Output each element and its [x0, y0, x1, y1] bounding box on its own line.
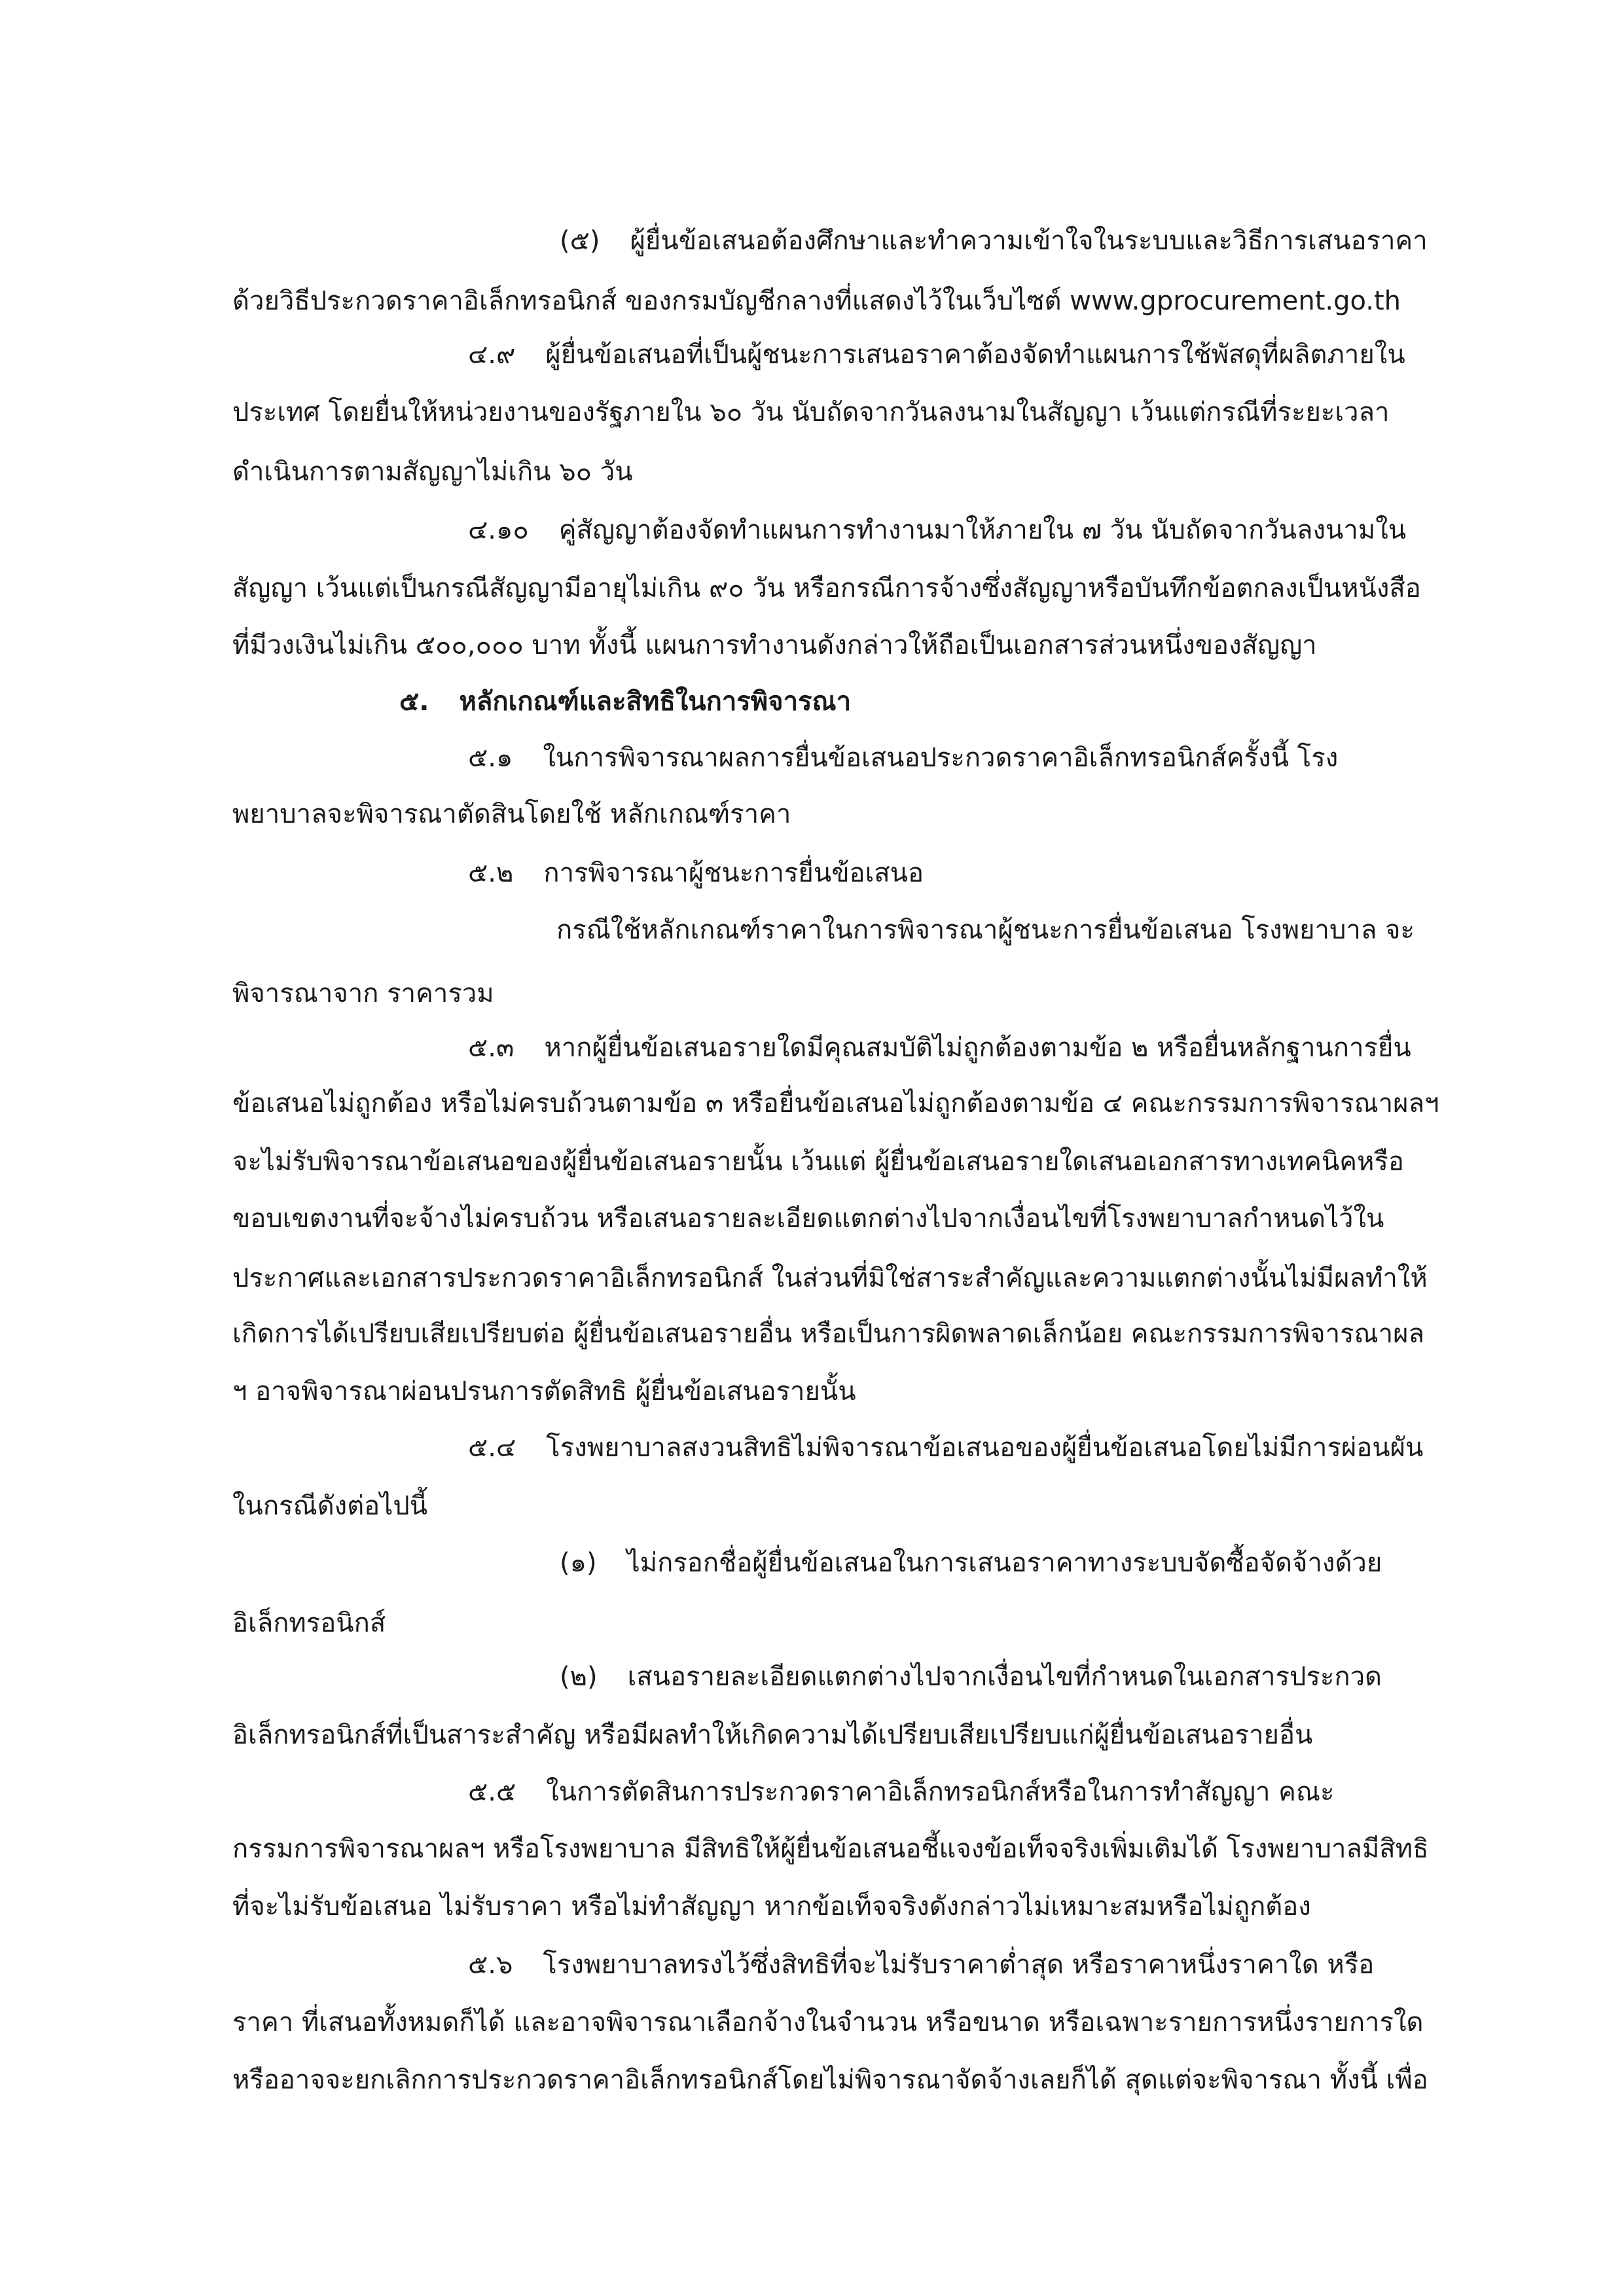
paragraph-line [232, 975, 494, 1012]
section-5-heading [399, 683, 851, 720]
line-text: ที่จะไม่รับข้อเสนอ ไม่รับราคา หรือไม่ทำสัญญา หากข้อเท็จจริงดังกล่าวไม่เหมาะสมหรือไม่ถูกต้อง [232, 1892, 1311, 1922]
line-text: เสนอรายละเอียดแตกต่างไปจากเงื่อนไขที่กำหนดในเอกสารประกวด [627, 1662, 1382, 1692]
paragraph-line [232, 1316, 1424, 1352]
clause-5-4-item-1 [560, 1545, 1382, 1581]
section-title: หลักเกณฑ์และสิทธิในการพิจารณา [459, 687, 852, 717]
clause-number: ๕.๓ [468, 1033, 514, 1063]
line-text: พยาบาลจะพิจารณาตัดสินโดยใช้ หลักเกณฑ์ราคา [232, 799, 791, 829]
clause-5-4 [468, 1429, 1423, 1466]
clause-5-6 [468, 1946, 1374, 1983]
item-number: (๕) [560, 226, 600, 256]
line-text: ในการตัดสินการประกวดราคาอิเล็กทรอนิกส์หรือในการทำสัญญา คณะ [546, 1777, 1335, 1807]
clause-5-1 [468, 740, 1338, 776]
line-text: ดำเนินการตามสัญญาไม่เกิน ๖๐ วัน [232, 457, 633, 487]
paragraph-line [232, 283, 1401, 319]
clause-5-item-5 [560, 223, 1428, 259]
section-number: ๕. [399, 687, 429, 717]
line-text: อิเล็กทรอนิกส์ [232, 1608, 386, 1638]
clause-number: ๔.๑๐ [468, 515, 529, 545]
line-text: ฯ อาจพิจารณาผ่อนปรนการตัดสิทธิ ผู้ยื่นข้อเสนอรายนั้น [232, 1376, 856, 1407]
line-text: ขอบเขตงานที่จะจ้างไม่ครบถ้วน หรือเสนอรายละเอียดแตกต่างไปจากเงื่อนไขที่โรงพยาบาลกำหนดไว้ใน [232, 1204, 1384, 1234]
paragraph-line [232, 454, 633, 490]
paragraph-line [232, 1143, 1404, 1180]
line-text: กรรมการพิจารณาผลฯ หรือโรงพยาบาล มีสิทธิให้ผู้ยื่นข้อเสนอชี้แจงข้อเท็จจริงเพิ่มเติมได้ โรงพยาบาลมีสิทธิ [232, 1834, 1429, 1864]
clause-5-3 [468, 1030, 1411, 1066]
clause-4-10 [468, 512, 1406, 548]
clause-number: ๔.๙ [468, 340, 516, 370]
line-text: จะไม่รับพิจารณาข้อเสนอของผู้ยื่นข้อเสนอรายนั้น เว้นแต่ ผู้ยื่นข้อเสนอรายใดเสนอเอกสารทางเทคนิคหรือ [232, 1147, 1404, 1177]
clause-number: ๕.๕ [468, 1777, 516, 1807]
line-text: การพิจารณาผู้ชนะการยื่นข้อเสนอ [543, 858, 924, 888]
paragraph-line [232, 394, 1389, 431]
line-text: ประเทศ โดยยื่นให้หน่วยงานของรัฐภายใน ๖๐ วัน นับถัดจากวันลงนามในสัญญา เว้นแต่กรณีที่ระยะเวลา [232, 397, 1390, 427]
line-text: ผู้ยื่นข้อเสนอที่เป็นผู้ชนะการเสนอราคาต้องจัดทำแผนการใช้พัสดุที่ผลิตภายใน [545, 340, 1405, 370]
paragraph-line [232, 1200, 1384, 1237]
line-text: ในกรณีดังต่อไปนี้ [232, 1491, 428, 1521]
item-number: (๑) [560, 1548, 597, 1578]
paragraph-line [556, 912, 1415, 948]
paragraph-line [232, 627, 1317, 664]
line-text: ที่มีวงเงินไม่เกิน ๕๐๐,๐๐๐ บาท ทั้งนี้ แผนการทำงานดังกล่าวให้ถือเป็นเอกสารส่วนหนึ่งของสัญญา [232, 630, 1317, 660]
line-text: หรืออาจจะยกเลิกการประกวดราคาอิเล็กทรอนิกส์โดยไม่พิจารณาจัดจ้างเลยก็ได้ สุดแต่จะพิจารณา ทั้งนี้ เพื่อ [232, 2065, 1428, 2095]
line-text: ข้อเสนอไม่ถูกต้อง หรือไม่ครบถ้วนตามข้อ ๓ หรือยื่นข้อเสนอไม่ถูกต้องตามข้อ ๔ คณะกรรมการพิจารณาผลฯ [232, 1088, 1439, 1119]
line-text: กรณีใช้หลักเกณฑ์ราคาในการพิจารณาผู้ชนะการยื่นข้อเสนอ โรงพยาบาล จะ [556, 915, 1415, 945]
line-text: คู่สัญญาต้องจัดทำแผนการทำงานมาให้ภายใน ๗ วัน นับถัดจากวันลงนามใน [558, 515, 1407, 545]
clause-number: ๕.๒ [468, 858, 514, 888]
clause-number: ๕.๖ [468, 1950, 513, 1980]
clause-4-9 [468, 336, 1405, 373]
line-text: เกิดการได้เปรียบเสียเปรียบต่อ ผู้ยื่นข้อเสนอรายอื่น หรือเป็นการผิดพลาดเล็กน้อย คณะกรรมการพิจารณาผล [232, 1319, 1425, 1349]
paragraph-line [232, 1488, 427, 1524]
line-text: สัญญา เว้นแต่เป็นกรณีสัญญามีอายุไม่เกิน ๙๐ วัน หรือกรณีการจ้างซึ่งสัญญาหรือบันทึกข้อตกลงเป็นหนังสือ [232, 573, 1421, 603]
paragraph-line [232, 570, 1421, 607]
clause-number: ๕.๑ [468, 743, 513, 773]
line-text: โรงพยาบาลสงวนสิทธิไม่พิจารณาข้อเสนอของผู้ยื่นข้อเสนอโดยไม่มีการผ่อนผัน [546, 1433, 1424, 1463]
item-number: (๒) [560, 1662, 598, 1692]
paragraph-line [232, 2004, 1424, 2041]
line-text: ในการพิจารณาผลการยื่นข้อเสนอประกวดราคาอิเล็กทรอนิกส์ครั้งนี้ โรง [543, 743, 1339, 773]
paragraph-line [232, 1085, 1439, 1122]
line-text: ผู้ยื่นข้อเสนอต้องศึกษาและทำความเข้าใจในระบบและวิธีการเสนอราคา [630, 226, 1428, 256]
line-text: ไม่กรอกชื่อผู้ยื่นข้อเสนอในการเสนอราคาทางระบบจัดซื้อจัดจ้างด้วย [626, 1548, 1382, 1578]
line-text: หากผู้ยื่นข้อเสนอรายใดมีคุณสมบัติไม่ถูกต้องตามข้อ ๒ หรือยื่นหลักฐานการยื่น [544, 1033, 1411, 1063]
line-text: ราคา ที่เสนอทั้งหมดก็ได้ และอาจพิจารณาเลือกจ้างในจำนวน หรือขนาด หรือเฉพาะรายการหนึ่งรายการใด [232, 2007, 1424, 2037]
paragraph-line [232, 1717, 1312, 1753]
paragraph-line [232, 1260, 1428, 1297]
paragraph-line [232, 1831, 1429, 1867]
line-text: ด้วยวิธีประกวดราคาอิเล็กทรอนิกส์ ของกรมบัญชีกลางที่แสดงไว้ในเว็บไซต์ www.gprocurement.go.th [232, 286, 1401, 316]
line-text: พิจารณาจาก ราคารวม [232, 978, 494, 1009]
paragraph-line [232, 1888, 1311, 1925]
clause-5-4-item-2 [560, 1659, 1382, 1695]
clause-number: ๕.๔ [468, 1433, 516, 1463]
line-text: ประกาศและเอกสารประกวดราคาอิเล็กทรอนิกส์ ในส่วนที่มิใช่สาระสำคัญและความแตกต่างนั้นไม่มีผลทำให้ [232, 1263, 1428, 1293]
paragraph-line [232, 1605, 386, 1641]
paragraph-line [232, 1373, 856, 1410]
clause-5-2 [468, 855, 924, 891]
paragraph-line [232, 796, 791, 833]
line-text: โรงพยาบาลทรงไว้ซึ่งสิทธิที่จะไม่รับราคาต่ำสุด หรือราคาหนึ่งราคาใด หรือ [543, 1950, 1375, 1980]
line-text: อิเล็กทรอนิกส์ที่เป็นสาระสำคัญ หรือมีผลทำให้เกิดความได้เปรียบเสียเปรียบแก่ผู้ยื่นข้อเสนอรายอื่น [232, 1720, 1313, 1750]
paragraph-line [232, 2062, 1428, 2098]
clause-5-5 [468, 1774, 1334, 1810]
